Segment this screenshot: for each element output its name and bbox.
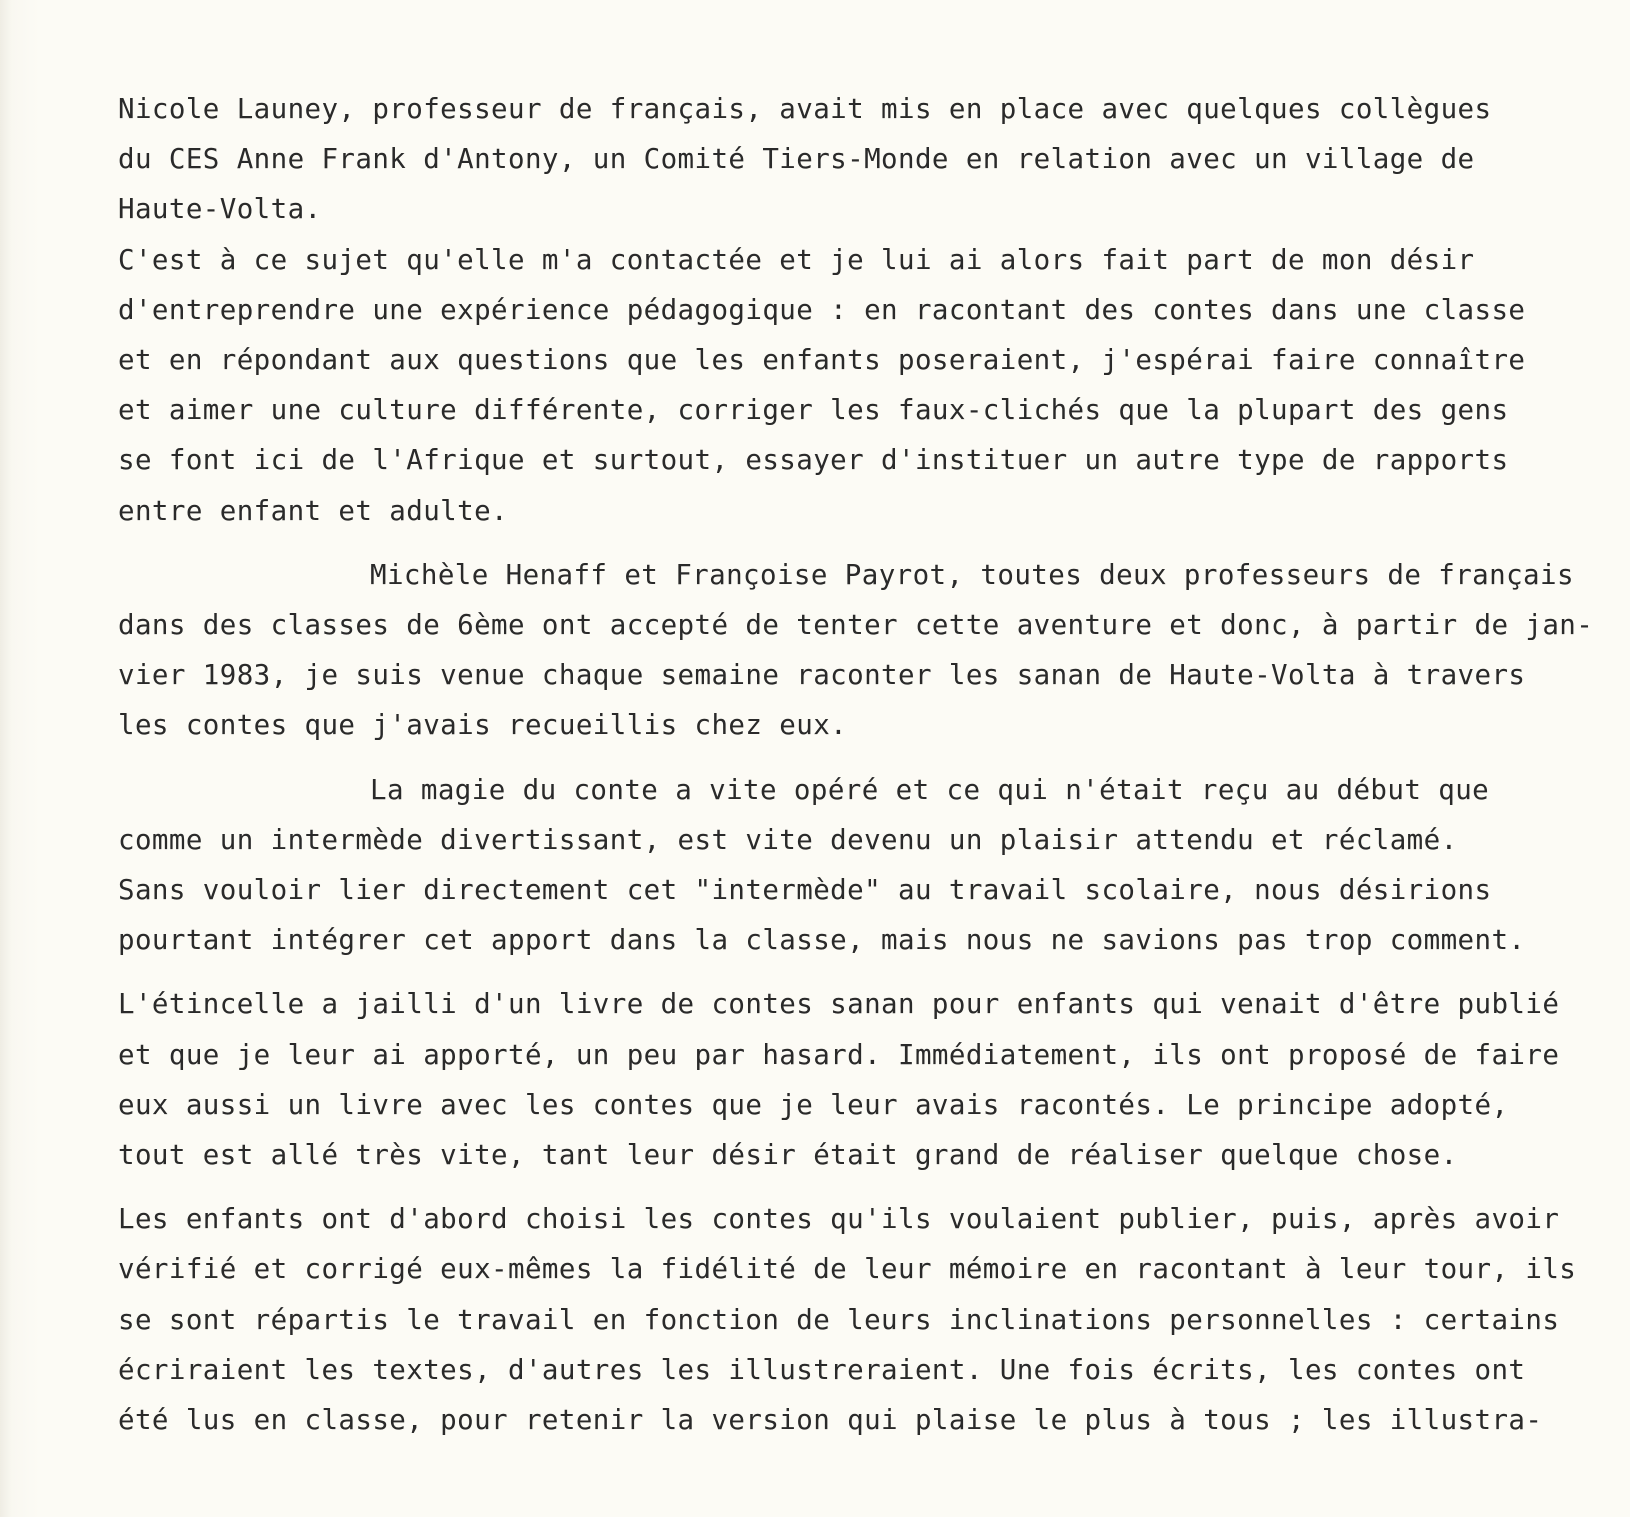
paragraph-6 — [118, 1194, 1577, 1445]
text-line: du CES Anne Frank d'Antony, un Comité Tiers-Monde en relation avec un village de — [118, 143, 1475, 176]
text-line: se font ici de l'Afrique et surtout, essayer d'instituer un autre type de rapports — [118, 444, 1509, 477]
text-line: se sont répartis le travail en fonction de leurs inclinations personnelles : certains — [118, 1303, 1560, 1336]
text-line: Nicole Launey, professeur de français, avait mis en place avec quelques collègues — [118, 93, 1492, 125]
text-line: été lus en classe, pour retenir la version qui plaise le plus à tous ; les illustra- — [118, 1404, 1543, 1437]
text-line: comme un intermède divertissant, est vite devenu un plaisir attendu et réclamé. — [118, 823, 1458, 856]
text-line: tout est allé très vite, tant leur désir était grand de réaliser quelque chose. — [118, 1139, 1458, 1172]
text-line: pourtant intégrer cet apport dans la classe, mais nous ne savions pas trop comment. — [118, 924, 1526, 957]
text-line: La magie du conte a vite opéré et ce qui n'était reçu au début que — [370, 773, 1490, 806]
text-line: C'est à ce sujet qu'elle m'a contactée et je lui ai alors fait part de mon désir — [118, 243, 1475, 276]
paragraph-gap — [118, 751, 1558, 765]
paragraph-gap — [118, 965, 1558, 979]
text-line: L'étincelle a jailli d'un livre de contes sanan pour enfants qui venait d'être publié — [118, 988, 1560, 1021]
paragraph-3 — [118, 550, 1594, 751]
text-line: eux aussi un livre avec les contes que je leur avais racontés. Le principe adopté, — [118, 1088, 1509, 1121]
paragraph-1 — [118, 84, 1558, 235]
text-line: Haute-Volta. — [118, 193, 322, 226]
paragraph-4 — [118, 765, 1558, 966]
text-line: vier 1983, je suis venue chaque semaine raconter les sanan de Haute-Volta à travers — [118, 659, 1526, 692]
text-line: Les enfants ont d'abord choisi les contes qu'ils voulaient publier, puis, après avoir — [118, 1203, 1560, 1236]
text-line: et en répondant aux questions que les enfants poseraient, j'espérai faire connaître — [118, 344, 1526, 377]
text-line: d'entreprendre une expérience pédagogique : en racontant des contes dans une classe — [118, 293, 1526, 326]
text-line: les contes que j'avais recueillis chez eux. — [118, 709, 848, 742]
text-line: entre enfant et adulte. — [118, 494, 508, 527]
text-line: et que je leur ai apporté, un peu par hasard. Immédiatement, ils ont proposé de faire — [118, 1038, 1560, 1071]
text-line: et aimer une culture différente, corriger les faux-clichés que la plupart des gens — [118, 394, 1509, 427]
paragraph-gap — [118, 1180, 1558, 1194]
typed-text-body — [118, 84, 1594, 1445]
paragraph-2 — [118, 235, 1558, 536]
text-line: écriraient les textes, d'autres les illustreraient. Une fois écrits, les contes ont — [118, 1353, 1526, 1386]
text-line: dans des classes de 6ème ont accepté de tenter cette aventure et donc, à partir de jan- — [118, 609, 1594, 642]
text-line: Michèle Henaff et Françoise Payrot, toutes deux professeurs de français — [370, 558, 1574, 591]
text-line: vérifié et corrigé eux-mêmes la fidélité de leur mémoire en racontant à leur tour, ils — [118, 1253, 1577, 1286]
paragraph-gap — [118, 536, 1558, 550]
paragraph-5 — [118, 979, 1558, 1180]
text-line: Sans vouloir lier directement cet "intermède" au travail scolaire, nous désirions — [118, 874, 1492, 907]
